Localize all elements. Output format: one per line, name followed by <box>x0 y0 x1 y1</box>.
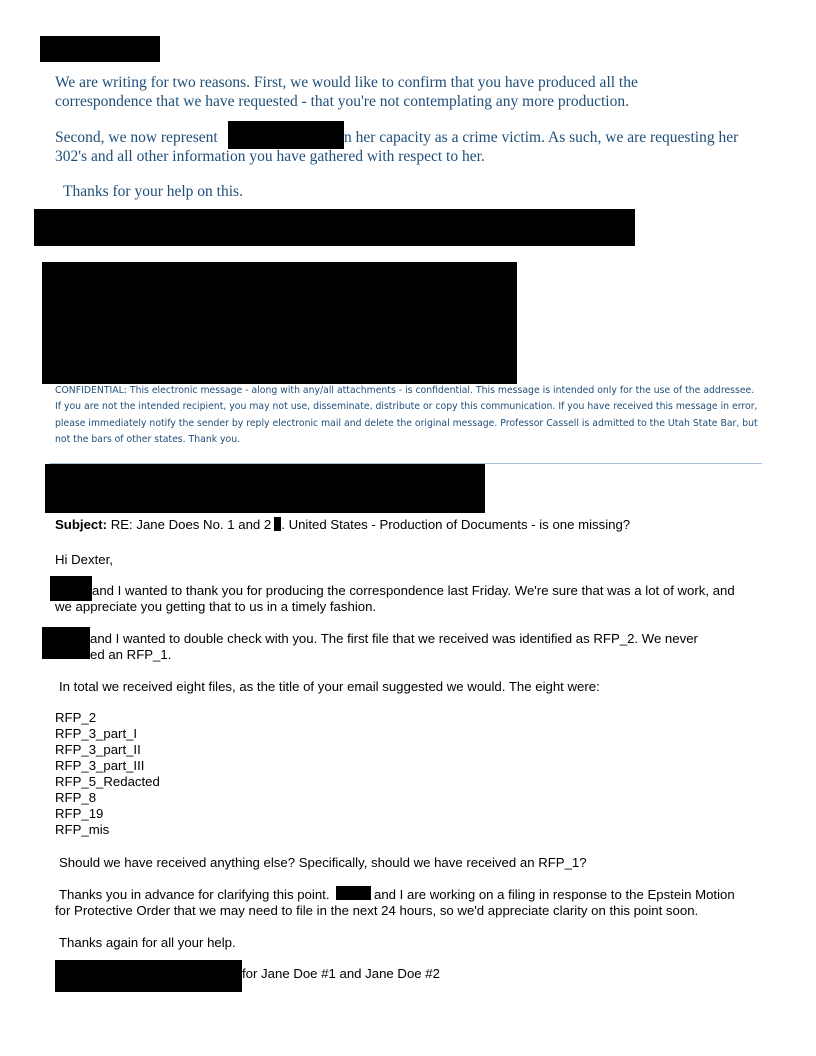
email-text-line: 302's and all other information you have gathered with respect to her. <box>55 148 485 165</box>
subject-text: RE: Jane Does No. 1 and 2 <box>110 517 272 532</box>
paragraph-line: Thanks you in advance for clarifying this point. <box>59 887 330 902</box>
email-text-line: correspondence that we have requested - that you're not contemplating any more production. <box>55 93 629 110</box>
subject-text: . United States - Production of Documents - is one missing? <box>281 517 631 532</box>
paragraph-line: we appreciate you getting that to us in a timely fashion. <box>55 599 377 614</box>
email-text-line: Second, we now represent <box>55 129 218 146</box>
paragraph-line: ed an RFP_1. <box>90 647 172 662</box>
redaction-block <box>50 576 92 601</box>
subject-line <box>55 517 630 533</box>
redaction-block <box>228 121 344 149</box>
list-item: RFP_3_part_III <box>55 758 145 773</box>
list-item: RFP_19 <box>55 806 104 821</box>
list-item: RFP_3_part_II <box>55 742 141 757</box>
redaction-block <box>34 209 635 246</box>
redaction-block <box>55 960 242 992</box>
email-text-line: We are writing for two reasons. First, we would like to confirm that you have produced all the <box>55 74 638 91</box>
redaction-block <box>336 886 371 900</box>
paragraph-line: Should we have received anything else? Specifically, should we have received an RFP_1? <box>59 855 587 870</box>
paragraph-line: and I are working on a filing in response to the Epstein Motion <box>374 887 735 902</box>
redaction-block <box>45 464 485 513</box>
paragraph-line: In total we received eight files, as the title of your email suggested we would. The eight were: <box>59 679 600 694</box>
signature-line: for Jane Doe #1 and Jane Doe #2 <box>242 966 440 981</box>
list-item: RFP_5_Redacted <box>55 774 160 789</box>
redaction-block <box>42 262 517 384</box>
list-item: RFP_2 <box>55 710 97 725</box>
redaction-block <box>40 36 160 62</box>
list-item: RFP_3_part_I <box>55 726 138 741</box>
email-text-line: Thanks for your help on this. <box>63 183 243 200</box>
confidentiality-disclaimer: CONFIDENTIAL: This electronic message - along with any/all attachments - is confidential. This message is intended only for the use of the addressee. If you are not the intended recipient, you may not use, disseminate, distribute or copy this communication. If you have received this message in error, please immediately notify the sender by reply electronic mail and delete the original message. Professor Cassell is admitted to the Utah State Bar, but not the bars of other states. Thank you. <box>55 385 758 445</box>
paragraph-line: for Protective Order that we may need to file in the next 24 hours, so we'd appreciate clarity on this point soon. <box>55 903 699 918</box>
redaction-block <box>42 627 90 659</box>
redaction-block <box>274 517 281 531</box>
greeting: Hi Dexter, <box>55 552 113 567</box>
email-text-line: n her capacity as a crime victim. As such, we are requesting her <box>344 129 739 146</box>
list-item: RFP_8 <box>55 790 97 805</box>
paragraph-line: and I wanted to thank you for producing the correspondence last Friday. We're sure that was a lot of work, and <box>92 583 735 598</box>
subject-label: Subject: <box>55 517 108 532</box>
paragraph-line: Thanks again for all your help. <box>59 935 236 950</box>
paragraph-line: and I wanted to double check with you. The first file that we received was identified as RFP_2. We never <box>90 631 698 646</box>
list-item: RFP_mis <box>55 822 110 837</box>
file-list <box>55 710 160 838</box>
